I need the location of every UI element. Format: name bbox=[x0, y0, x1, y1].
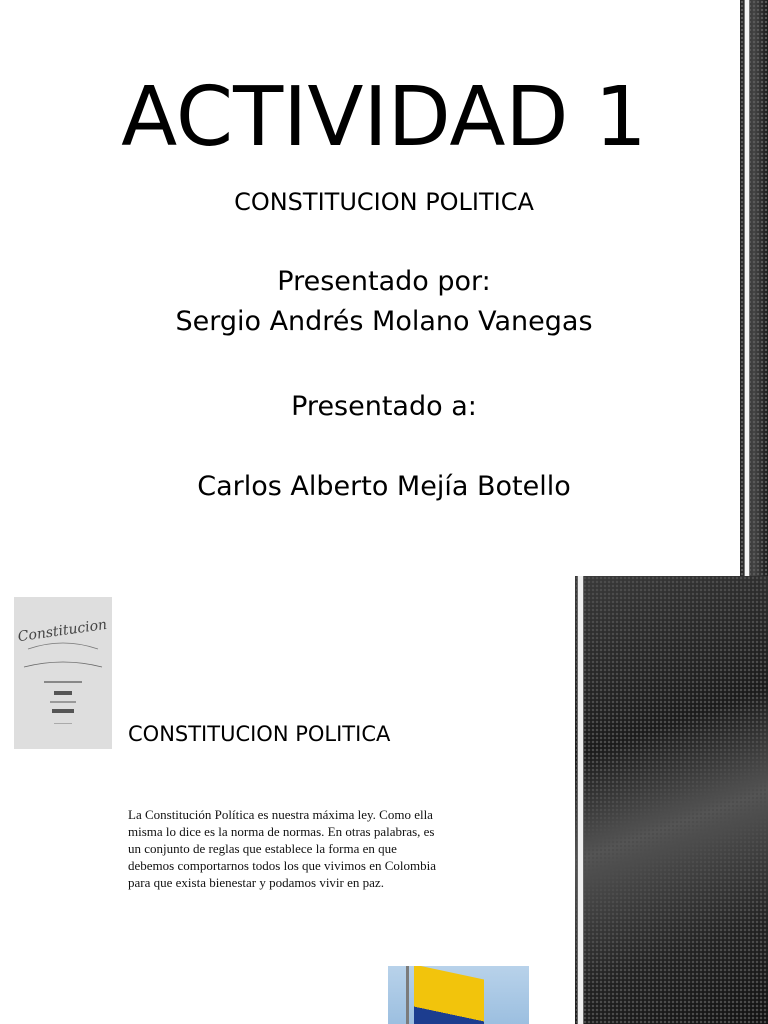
slide-2 bbox=[0, 576, 768, 1024]
slide-2-body-text: La Constitución Política es nuestra máxima ley. Como ella misma lo dice es la norma de normas. En otras palabras, es un conjunto de reglas que establece la forma en que debemos comportarnos todos los que vivimos en Colombia para que exista bienestar y podamos vivir en paz. bbox=[128, 807, 436, 890]
flag-pole bbox=[406, 966, 409, 1024]
colombia-flag-image bbox=[388, 966, 529, 1024]
constitution-cover-icon bbox=[14, 597, 112, 749]
slide-subtitle: CONSTITUCION POLITICA bbox=[234, 188, 534, 216]
slide-title: ACTIVIDAD 1 bbox=[121, 70, 647, 165]
presented-by-label: Presentado por: bbox=[277, 266, 491, 297]
decorative-carbon-panel bbox=[575, 576, 768, 1024]
cover-title-text: Constitucion bbox=[16, 616, 109, 646]
flag-icon bbox=[414, 966, 484, 1024]
presented-to-name: Carlos Alberto Mejía Botello bbox=[197, 471, 571, 502]
slide-2-heading: CONSTITUCION POLITICA bbox=[128, 722, 391, 746]
presented-to-label: Presentado a: bbox=[291, 391, 477, 422]
constitution-document-image bbox=[14, 597, 112, 749]
presented-by-name: Sergio Andrés Molano Vanegas bbox=[175, 306, 593, 337]
